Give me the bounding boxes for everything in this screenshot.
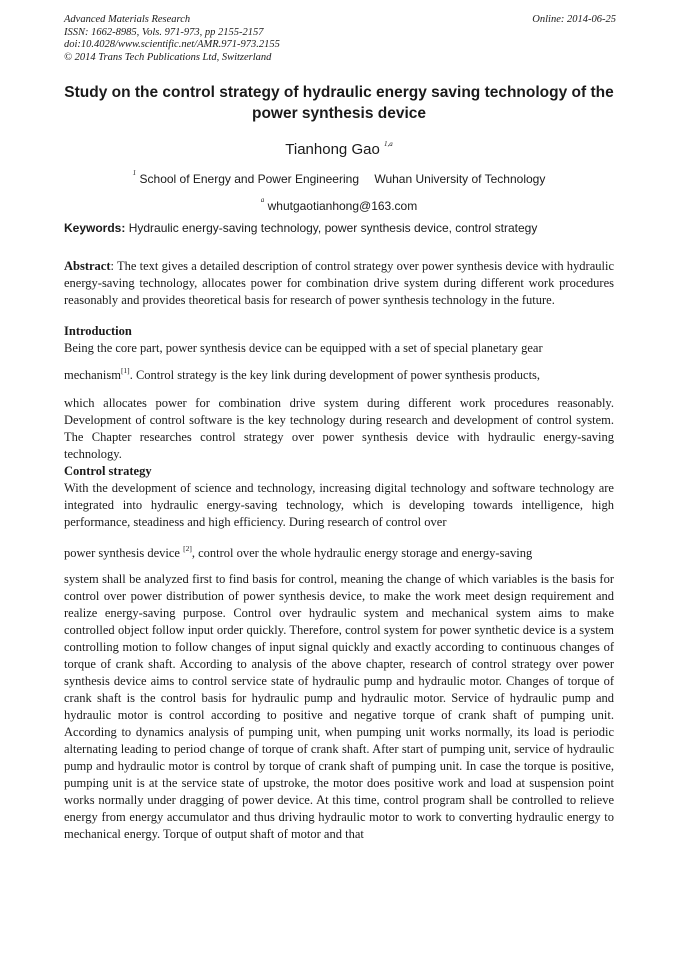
keywords-text: Hydraulic energy-saving technology, power synthesis device, control strategy [128, 221, 538, 235]
paper-body [64, 258, 614, 843]
intro-pre-cite: mechanism [64, 368, 121, 382]
email-address[interactable]: whutgaotianhong@163.com [267, 199, 418, 213]
control-rest: system shall be analyzed first to find basis for control, meaning the change of which variables is the basis for control over power distribution of power synthesis device, to make the work meet design requirement and realize energy-saving purpose. Control over hydraulic system and mechanical system aims to make controlled object follow input order quickly. Therefore, control system for power synthetic device is a system controlling motion to follow changes of input signal quickly and exactly according to continuous changes of torque of crank shaft. According to analysis of the above chapter, research of control strategy over power synthesis device aims to control service state of hydraulic pump and hydraulic motor. Changes of torque of crank shaft is the control basis for hydraulic pump and hydraulic motor. Service of hydraulic pump and hydraulic motor is control according to positive and negative torque of crank shaft of pumping unit. According to dynamics analysis of pumping unit, when pumping unit works normally, its load is periodic alternating leading to period change of torque of crank shaft. After start of pumping unit, service of hydraulic pump and hydraulic motor is control by torque of crank shaft of pumping unit. In case the torque is positive, pumping unit is at the service state of upstroke, the motor does positive work and load at suspension point works normally under dragging of power device. At this time, control program shall be controlled to relieve energy from energy accumulator and thus driving hydraulic motor to work to converting hydraulic energy to mechanical energy. Torque of output shaft of motor and that [64, 572, 614, 841]
paper-title: Study on the control strategy of hydraulic energy saving technology of the power synthesis device [64, 84, 614, 122]
affiliation-line [0, 169, 678, 186]
email-line [0, 196, 678, 213]
intro-line-1: Being the core part, power synthesis device can be equipped with a set of special planetary gear [64, 341, 543, 355]
control-strategy-heading: Control strategy [64, 464, 152, 478]
author-marks: 1,a [383, 140, 393, 148]
author-line [0, 140, 678, 158]
intro-post-cite: . Control strategy is the key link during development of power synthesis products, [129, 368, 541, 382]
affiliation-mark: 1 [132, 169, 137, 177]
introduction-heading: Introduction [64, 324, 132, 338]
intro-rest: which allocates power for combination drive system during different work procedures reasonably. Development of control software is the key technology during research and development of control system. The Chapter researches control strategy over power synthesis device with hydraulic energy-saving technology. [64, 396, 614, 461]
keywords-line [64, 221, 624, 235]
control-citation[interactable]: [2] [183, 544, 192, 553]
intro-cite-line [64, 357, 614, 389]
abstract-text: : The text gives a detailed description of control strategy over power synthesis device with hydraulic energy-saving technology, allocates power for combination drive system during different work procedures reasonably and provides theoretical basis for research of power synthesis technology in the future. [64, 259, 614, 307]
issn-line: ISSN: 1662-8985, Vols. 971-973, pp 2155-2157 [64, 26, 264, 38]
doi-line: doi:10.4028/www.scientific.net/AMR.971-973.2155 [64, 39, 280, 50]
email-mark: a [260, 196, 265, 204]
intro-citation[interactable]: [1] [120, 366, 130, 375]
control-post-cite: , control over the whole hydraulic energy storage and energy-saving [191, 546, 533, 560]
keywords-label: Keywords: [64, 221, 126, 235]
affiliation-university: Wuhan University of Technology [374, 172, 546, 186]
abstract-paragraph [64, 258, 614, 309]
journal-name: Advanced Materials Research [64, 14, 191, 25]
control-part-1: With the development of science and technology, increasing digital technology and software technology are integrated into hydraulic energy-saving technology, which is developing towards intelligence, high performance, steadiness and high efficiency. During research of control over [64, 481, 614, 529]
abstract-label: Abstract [64, 259, 111, 273]
affiliation-school: School of Energy and Power Engineering [139, 172, 359, 186]
author-name: Tianhong Gao [285, 141, 380, 158]
control-pre-cite: power synthesis device [64, 546, 184, 560]
control-cite-line [64, 535, 614, 567]
journal-header [64, 14, 616, 64]
copyright-line: © 2014 Trans Tech Publications Ltd, Switzerland [64, 51, 272, 63]
online-date: Online: 2014-06-25 [532, 14, 616, 25]
